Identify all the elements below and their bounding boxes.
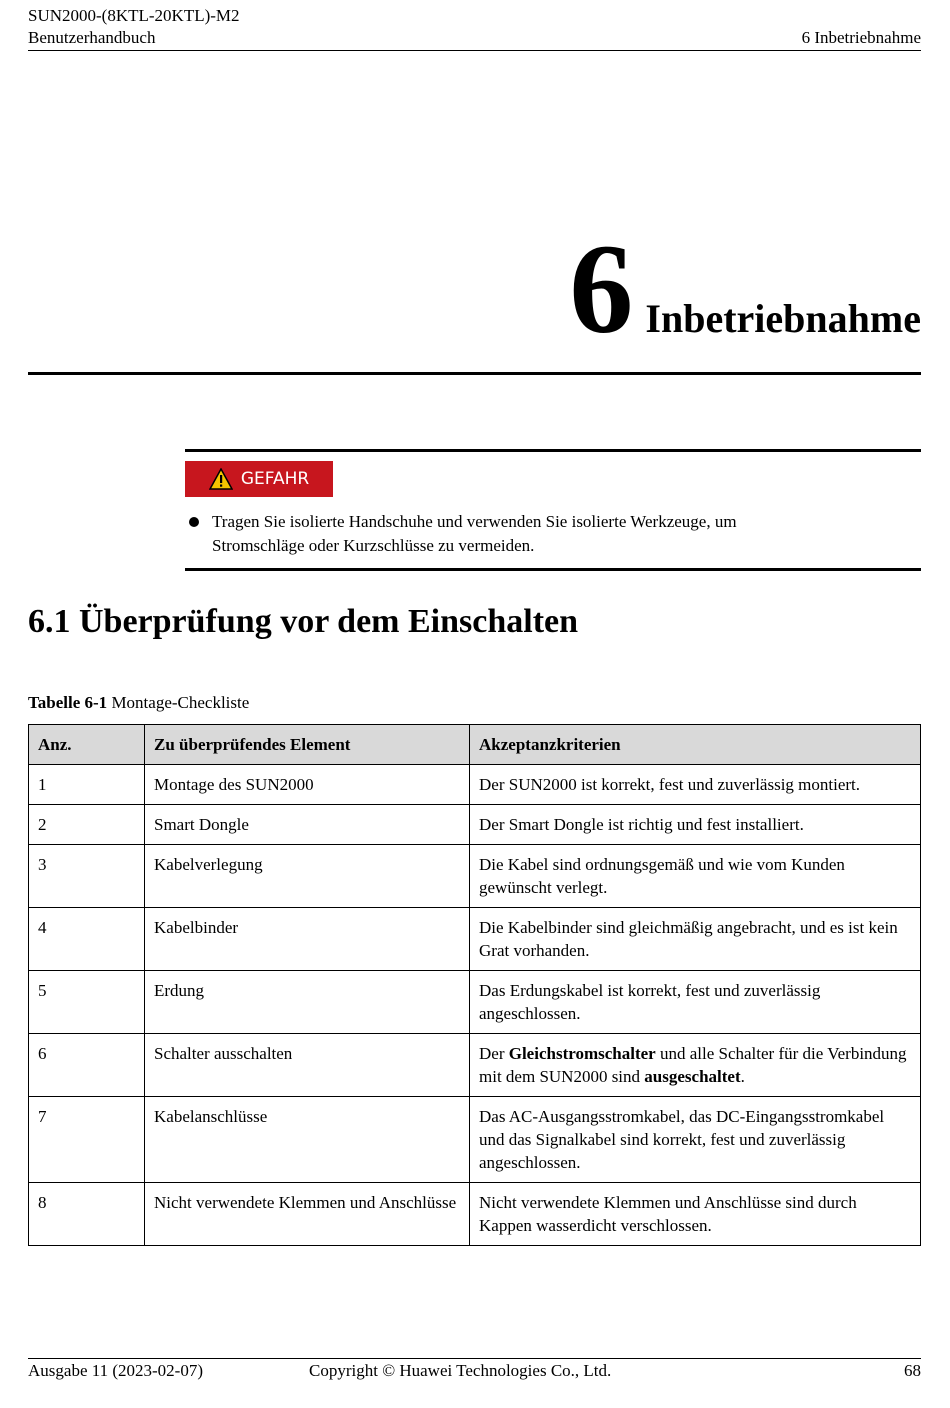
table-caption-number: Tabelle 6-1 [28, 693, 108, 712]
table-row [29, 971, 921, 1034]
table-row [29, 765, 921, 805]
cell-number: 8 [29, 1183, 145, 1246]
checklist-table [28, 724, 921, 1246]
cell-number: 7 [29, 1097, 145, 1183]
cell-element: Schalter ausschalten [145, 1034, 470, 1097]
col-header-element: Zu überprüfendes Element [145, 725, 470, 765]
danger-text-line1: Tragen Sie isolierte Handschuhe und verwenden Sie isolierte Werkzeuge, um [212, 512, 737, 531]
cell-number: 3 [29, 845, 145, 908]
chapter-number: 6 [569, 218, 634, 360]
danger-bullet [185, 510, 921, 558]
table-row [29, 1097, 921, 1183]
cell-number: 6 [29, 1034, 145, 1097]
header-doc-title: Benutzerhandbuch [28, 28, 156, 47]
cell-criteria [470, 1034, 921, 1097]
table-row [29, 1183, 921, 1246]
cell-element: Kabelbinder [145, 908, 470, 971]
criteria-text: Der [479, 1044, 509, 1063]
table-caption-text: Montage-Checkliste [107, 693, 250, 712]
table-row [29, 1034, 921, 1097]
cell-criteria: Das Erdungskabel ist korrekt, fest und zuverlässig angeschlossen. [470, 971, 921, 1034]
cell-element: Kabelanschlüsse [145, 1097, 470, 1183]
header-chapter-ref: 6 Inbetriebnahme [801, 28, 921, 47]
chapter-rule [28, 372, 921, 375]
danger-text-line2: Stromschläge oder Kurzschlüsse zu vermeiden. [212, 536, 535, 555]
table-row [29, 845, 921, 908]
bullet-dot [189, 517, 199, 527]
table-row [29, 805, 921, 845]
cell-criteria: Der Smart Dongle ist richtig und fest installiert. [470, 805, 921, 845]
cell-element: Nicht verwendete Klemmen und Anschlüsse [145, 1183, 470, 1246]
chapter-heading [569, 218, 921, 360]
criteria-text: und alle Schalter für die Verbindung mit dem SUN2000 sind [479, 1044, 907, 1086]
table-caption [28, 693, 249, 713]
cell-element: Smart Dongle [145, 805, 470, 845]
cell-criteria: Die Kabelbinder sind gleichmäßig angebracht, und es ist kein Grat vorhanden. [470, 908, 921, 971]
table-row [29, 908, 921, 971]
col-header-number: Anz. [29, 725, 145, 765]
cell-element: Erdung [145, 971, 470, 1034]
cell-criteria: Das AC-Ausgangsstromkabel, das DC-Eingangsstromkabel und das Signalkabel sind korrekt, fest und zuverlässig angeschlossen. [470, 1097, 921, 1183]
danger-badge [185, 461, 333, 497]
footer-page-number: 68 [904, 1361, 921, 1380]
criteria-bold-term: ausgeschaltet [644, 1067, 741, 1086]
cell-number: 5 [29, 971, 145, 1034]
page-header [28, 6, 921, 51]
col-header-criteria: Akzeptanzkriterien [470, 725, 921, 765]
page-footer [28, 1358, 921, 1389]
table-header-row [29, 725, 921, 765]
cell-number: 1 [29, 765, 145, 805]
cell-criteria: Der SUN2000 ist korrekt, fest und zuverlässig montiert. [470, 765, 921, 805]
criteria-text: . [740, 1067, 745, 1086]
cell-number: 4 [29, 908, 145, 971]
footer-issue: Ausgabe 11 (2023-02-07) [28, 1361, 203, 1380]
danger-notice [185, 449, 921, 571]
cell-element: Kabelverlegung [145, 845, 470, 908]
cell-criteria: Nicht verwendete Klemmen und Anschlüsse sind durch Kappen wasserdicht verschlossen. [470, 1183, 921, 1246]
danger-label: GEFAHR [240, 469, 310, 489]
warning-triangle-icon [209, 468, 233, 490]
cell-criteria: Die Kabel sind ordnungsgemäß und wie vom Kunden gewünscht verlegt. [470, 845, 921, 908]
cell-element: Montage des SUN2000 [145, 765, 470, 805]
chapter-title: Inbetriebnahme [645, 296, 921, 341]
header-product: SUN2000-(8KTL-20KTL)-M2 [28, 6, 240, 25]
criteria-bold-term: Gleichstromschalter [508, 1044, 656, 1063]
cell-number: 2 [29, 805, 145, 845]
footer-copyright: Copyright © Huawei Technologies Co., Ltd. [309, 1361, 612, 1380]
section-title: 6.1 Überprüfung vor dem Einschalten [28, 603, 579, 640]
